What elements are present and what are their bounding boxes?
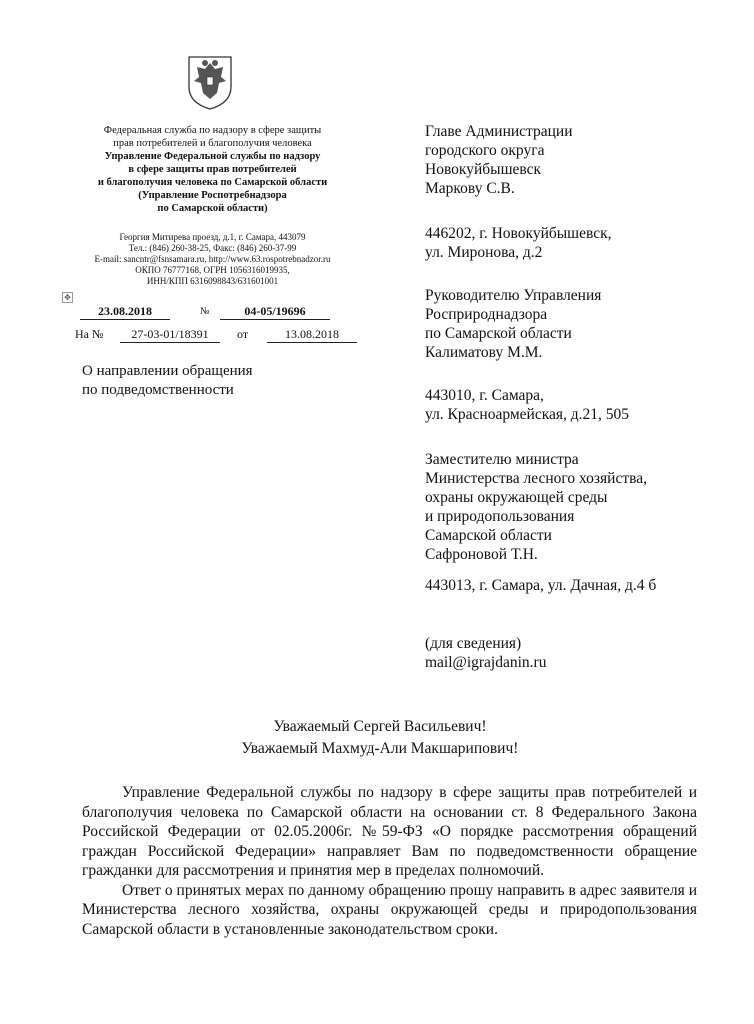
outgoing-date: 23.08.2018 (80, 304, 170, 320)
org-line: прав потребителей и благополучия человека (113, 138, 312, 149)
reference-prefix: На № (75, 327, 104, 341)
recipient-email: mail@igrajdanin.ru (425, 654, 547, 671)
org-line: по Самарской области) (157, 203, 268, 214)
org-line: Федеральная служба по надзору в сфере защиты (103, 125, 322, 136)
recipient-line: (для сведения) (425, 635, 522, 652)
recipient-1-address (425, 224, 612, 262)
org-line: и благополучия человека по Самарской области (97, 177, 328, 188)
greeting-line-2: Уважаемый Махмуд-Али Макшарипович! (241, 740, 519, 757)
body-paragraph-2: Ответ о принятых мерах по данному обращению прошу направить в адрес заявителя и Министерства лесного хозяйства, охраны окружающей среды и природопользования Самарской области в установленные законодательством сроки. (82, 881, 697, 938)
recipient-line: Министерства лесного хозяйства, (425, 470, 647, 487)
org-line: (Управление Роспотребнадзора (138, 190, 287, 201)
recipient-line: Заместителю министра (425, 451, 579, 468)
body-paragraph-1: Управление Федеральной службы по надзору в сфере защиты прав потребителей и благополучия человека по Самарской области на основании ст. 8 Федерального Закона Российской Федерации от 02.05.2006г. №59-ФЗ «О порядке рассмотрения обращений граждан Российской Федерации» направляет Вам по подведомственности обращение гражданки для рассмотрения и принятия мер в пределах полномочий. (82, 784, 697, 879)
letter-body (82, 783, 697, 939)
registration-row (80, 304, 360, 322)
subject-line: О направлении обращения (82, 363, 253, 379)
recipient-line: Маркову С.В. (425, 180, 515, 197)
recipient-line: Калиматову М.М. (425, 344, 543, 361)
greeting-line-1: Уважаемый Сергей Васильевич! (273, 718, 487, 735)
recipient-line: Самарской области (425, 527, 552, 544)
org-line: в сфере защиты прав потребителей (128, 164, 297, 175)
reference-date: 13.08.2018 (267, 327, 357, 343)
recipient-line: городского округа (425, 142, 545, 159)
contact-line: ОКПО 76777168, ОГРН 1056316019935, (135, 265, 290, 275)
address-line: 443013, г. Самара, ул. Дачная, д.4 б (425, 577, 657, 594)
org-line: Управление Федеральной службы по надзору (104, 151, 321, 162)
recipient-4 (425, 634, 546, 672)
number-sign: № (200, 306, 210, 317)
recipient-line: охраны окружающей среды (425, 489, 608, 506)
recipient-line: Руководителю Управления (425, 287, 602, 304)
address-line: 443010, г. Самара, (425, 387, 544, 404)
sender-contacts (70, 232, 355, 287)
reference-row (75, 327, 360, 345)
recipient-line: Сафроновой Т.Н. (425, 546, 538, 563)
recipient-line: по Самарской области (425, 325, 572, 342)
subject-line: по подведомственности (82, 382, 234, 398)
reference-from: от (237, 327, 249, 341)
reference-number: 27-03-01/18391 (120, 327, 220, 343)
address-line: ул. Красноармейская, д.21, 505 (425, 406, 630, 423)
address-line: ул. Миронова, д.2 (425, 244, 543, 261)
contact-line: Георгия Митирева проезд, д.1, г. Самара, 443079 (119, 232, 306, 242)
recipient-line: Главе Администрации (425, 123, 573, 140)
recipient-line: Росприроднадзора (425, 306, 548, 323)
contact-line: Тел.: (846) 260-38-25, Факс: (846) 260-37-99 (128, 243, 297, 253)
russian-coat-of-arms-icon (185, 53, 235, 111)
recipient-3 (425, 450, 647, 564)
recipient-line: и природопользования (425, 508, 575, 525)
letter-subject (82, 362, 253, 400)
outgoing-number: 04-05/19696 (220, 304, 330, 320)
recipient-3-address (425, 576, 656, 595)
table-move-handle-icon[interactable]: ✥ (62, 292, 73, 303)
contact-line: ИНН/КПП 6316098843/631601001 (146, 276, 279, 286)
address-line: 446202, г. Новокуйбышевск, (425, 225, 612, 242)
recipient-line: Новокуйбышевск (425, 161, 542, 178)
contact-line: E-mail: sancntr@fsnsamara.ru, http://www.63.rospotrebnadzor.ru (94, 254, 331, 264)
recipient-2-address (425, 386, 629, 424)
sender-organization (70, 124, 355, 215)
recipient-1 (425, 122, 573, 198)
recipient-2 (425, 286, 601, 362)
